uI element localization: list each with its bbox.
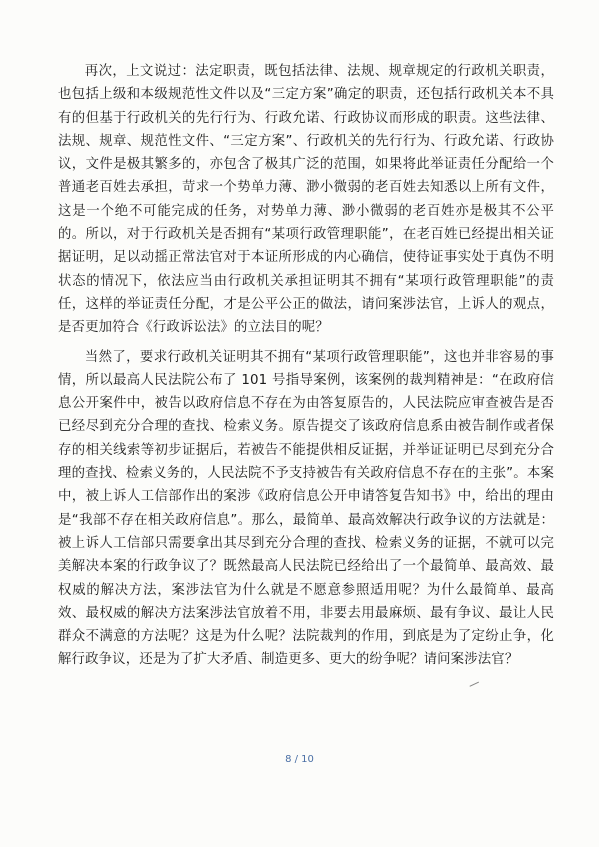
paragraph-1: 再次，上文说过：法定职责，既包括法律、法规、规章规定的行政机关职责，也包括上级和本级规范性文件以及“三定方案”确定的职责，还包括行政机关本不具有的但基于行政机关的先行行为、行政允诺、行政协议而形成的职责。这些法律、法规、规章、规范性文件、“三定方案”、行政机关的先行行为、行政允诺、行政协议，文件是极其繁多的，亦包含了极其广泛的范围，如果将此举证责任分配给一个普通老百姓去承担，苛求一个势单力薄、渺小微弱的老百姓去知悉以上所有文件，这是一个绝不可能完成的任务，对势单力薄、渺小微弱的老百姓亦是极其不公平的。所以，对于行政机关是否拥有“某项行政管理职能”，在老百姓已经提出相关证据证明，足以动摇正常法官对于本证所形成的内心确信，使待证事实处于真伪不明状态的情况下，依法应当由行政机关承担证明其不拥有“某项行政管理职能”的责任，这样的举证责任分配，才是公平公正的做法，请问案涉法官，上诉人的观点，是否更加符合《行政诉讼法》的立法目的呢？ xyxy=(58,64,554,336)
page-number: 8 / 10 xyxy=(285,754,314,765)
pen-mark xyxy=(467,676,479,687)
document-body xyxy=(58,60,554,678)
paragraph-2: 当然了，要求行政机关证明其不拥有“某项行政管理职能”，这也并非容易的事情，所以最高人民法院公布了 101 号指导案例，该案例的裁判精神是：“在政府信息公开案件中，被告以政府信息不存在为由答复原告的，人民法院应审查被告是否已经尽到充分合理的查找、检索义务。原告提交了该政府信息系由被告制作或者保存的相关线索等初步证据后，若被告不能提供相反证据，并举证证明已尽到充分合理的查找、检索义务的，人民法院不予支持被告有关政府信息不存在的主张”。本案中，被上诉人工信部作出的案涉《政府信息公开申请答复告知书》中，给出的理由是“我部不存在相关政府信息”。那么，最简单、最高效解决行政争议的方法就是：被上诉人工信部只需要拿出其尽到充分合理的查找、检索义务的证据，不就可以完美解决本案的行政争议了？既然最高人民法院已经给出了一个最简单、最高效、最权威的解决方法，案涉法官为什么就是不愿意参照适用呢？为什么最简单、最高效、最权威的解决方法案涉法官放着不用，非要去用最麻烦、最有争议、最让人民群众不满意的方法呢？这是为什么呢？法院裁判的作用，到底是为了定纷止争，化解行政争议，还是为了扩大矛盾、制造更多、更大的纷争呢？请问案涉法官？ xyxy=(58,349,554,668)
